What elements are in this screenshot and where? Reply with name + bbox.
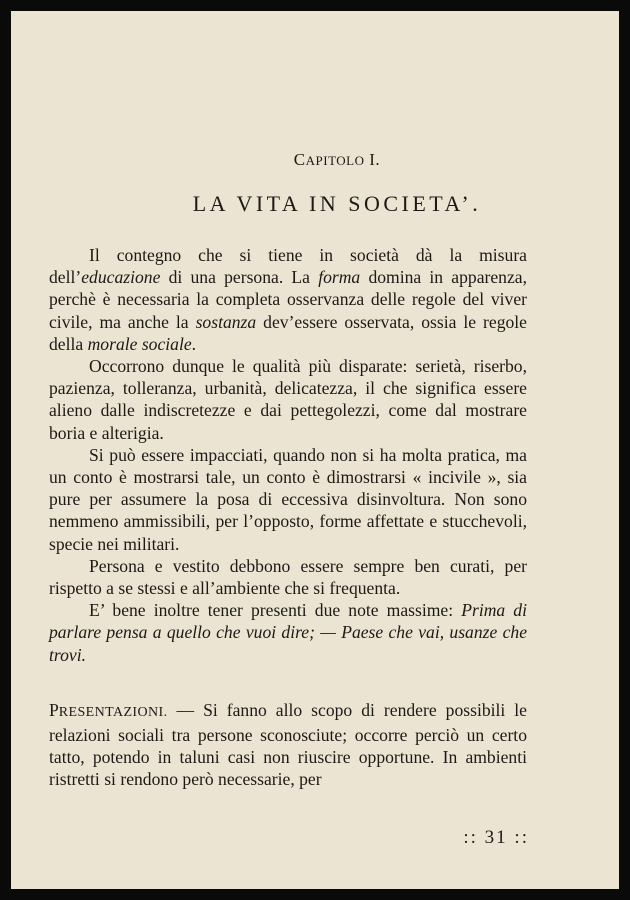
paragraph-5: E’ bene inoltre tener presenti due note massime: Prima di parlare pensa a quello che vuoi dire; — Paese che vai, usanze che trovi. xyxy=(49,600,527,665)
paragraph-4: Persona e vestito debbono essere sempre ben curati, per rispetto a se stessi e all’ambiente che si frequenta. xyxy=(49,555,527,599)
page-number: :: 31 :: xyxy=(463,827,529,848)
paragraph-3: Si può essere impacciati, quando non si ha molta pratica, ma un conto è mostrarsi tale, un conto è dimostrarsi « incivile », sia pure per assumere la posa di eccessiva disinvoltura. Non sono nemmeno ammissibili, per l’opposto, forme affettate e stucchevoli, specie nei militari. xyxy=(49,444,527,554)
body-text xyxy=(49,244,527,791)
chapter-label: CAPITOLO I. xyxy=(293,150,381,169)
paragraph-1: Il contegno che si tiene in società dà la misura dell’educazione di una persona. La forma domina in apparenza, perchè è necessaria la completa osservanza delle regole del viver civile, ma anche la sostanza dev’essere osservata, ossia le regole della morale sociale. xyxy=(49,245,527,354)
book-page xyxy=(11,11,619,889)
chapter-title: LA VITA IN SOCIETA’. xyxy=(192,191,482,216)
paragraph-2: Occorrono dunque le qualità più disparate: serietà, riserbo, pazienza, tolleranza, urbanità, delicatezza, il che significa essere alieno dalle indiscretezze e dai pettegolezzi, come dal mostrare boria e alterigia. xyxy=(49,356,527,443)
paragraph-presentazioni: PRESENTAZIONI. — Si fanno allo scopo di rendere possibili le relazioni sociali tra persone sconosciute; occorre perciò un certo tatto, potendo in taluni casi non riuscire opportune. In ambienti ristretti si rendono però necessarie, per xyxy=(49,699,527,790)
